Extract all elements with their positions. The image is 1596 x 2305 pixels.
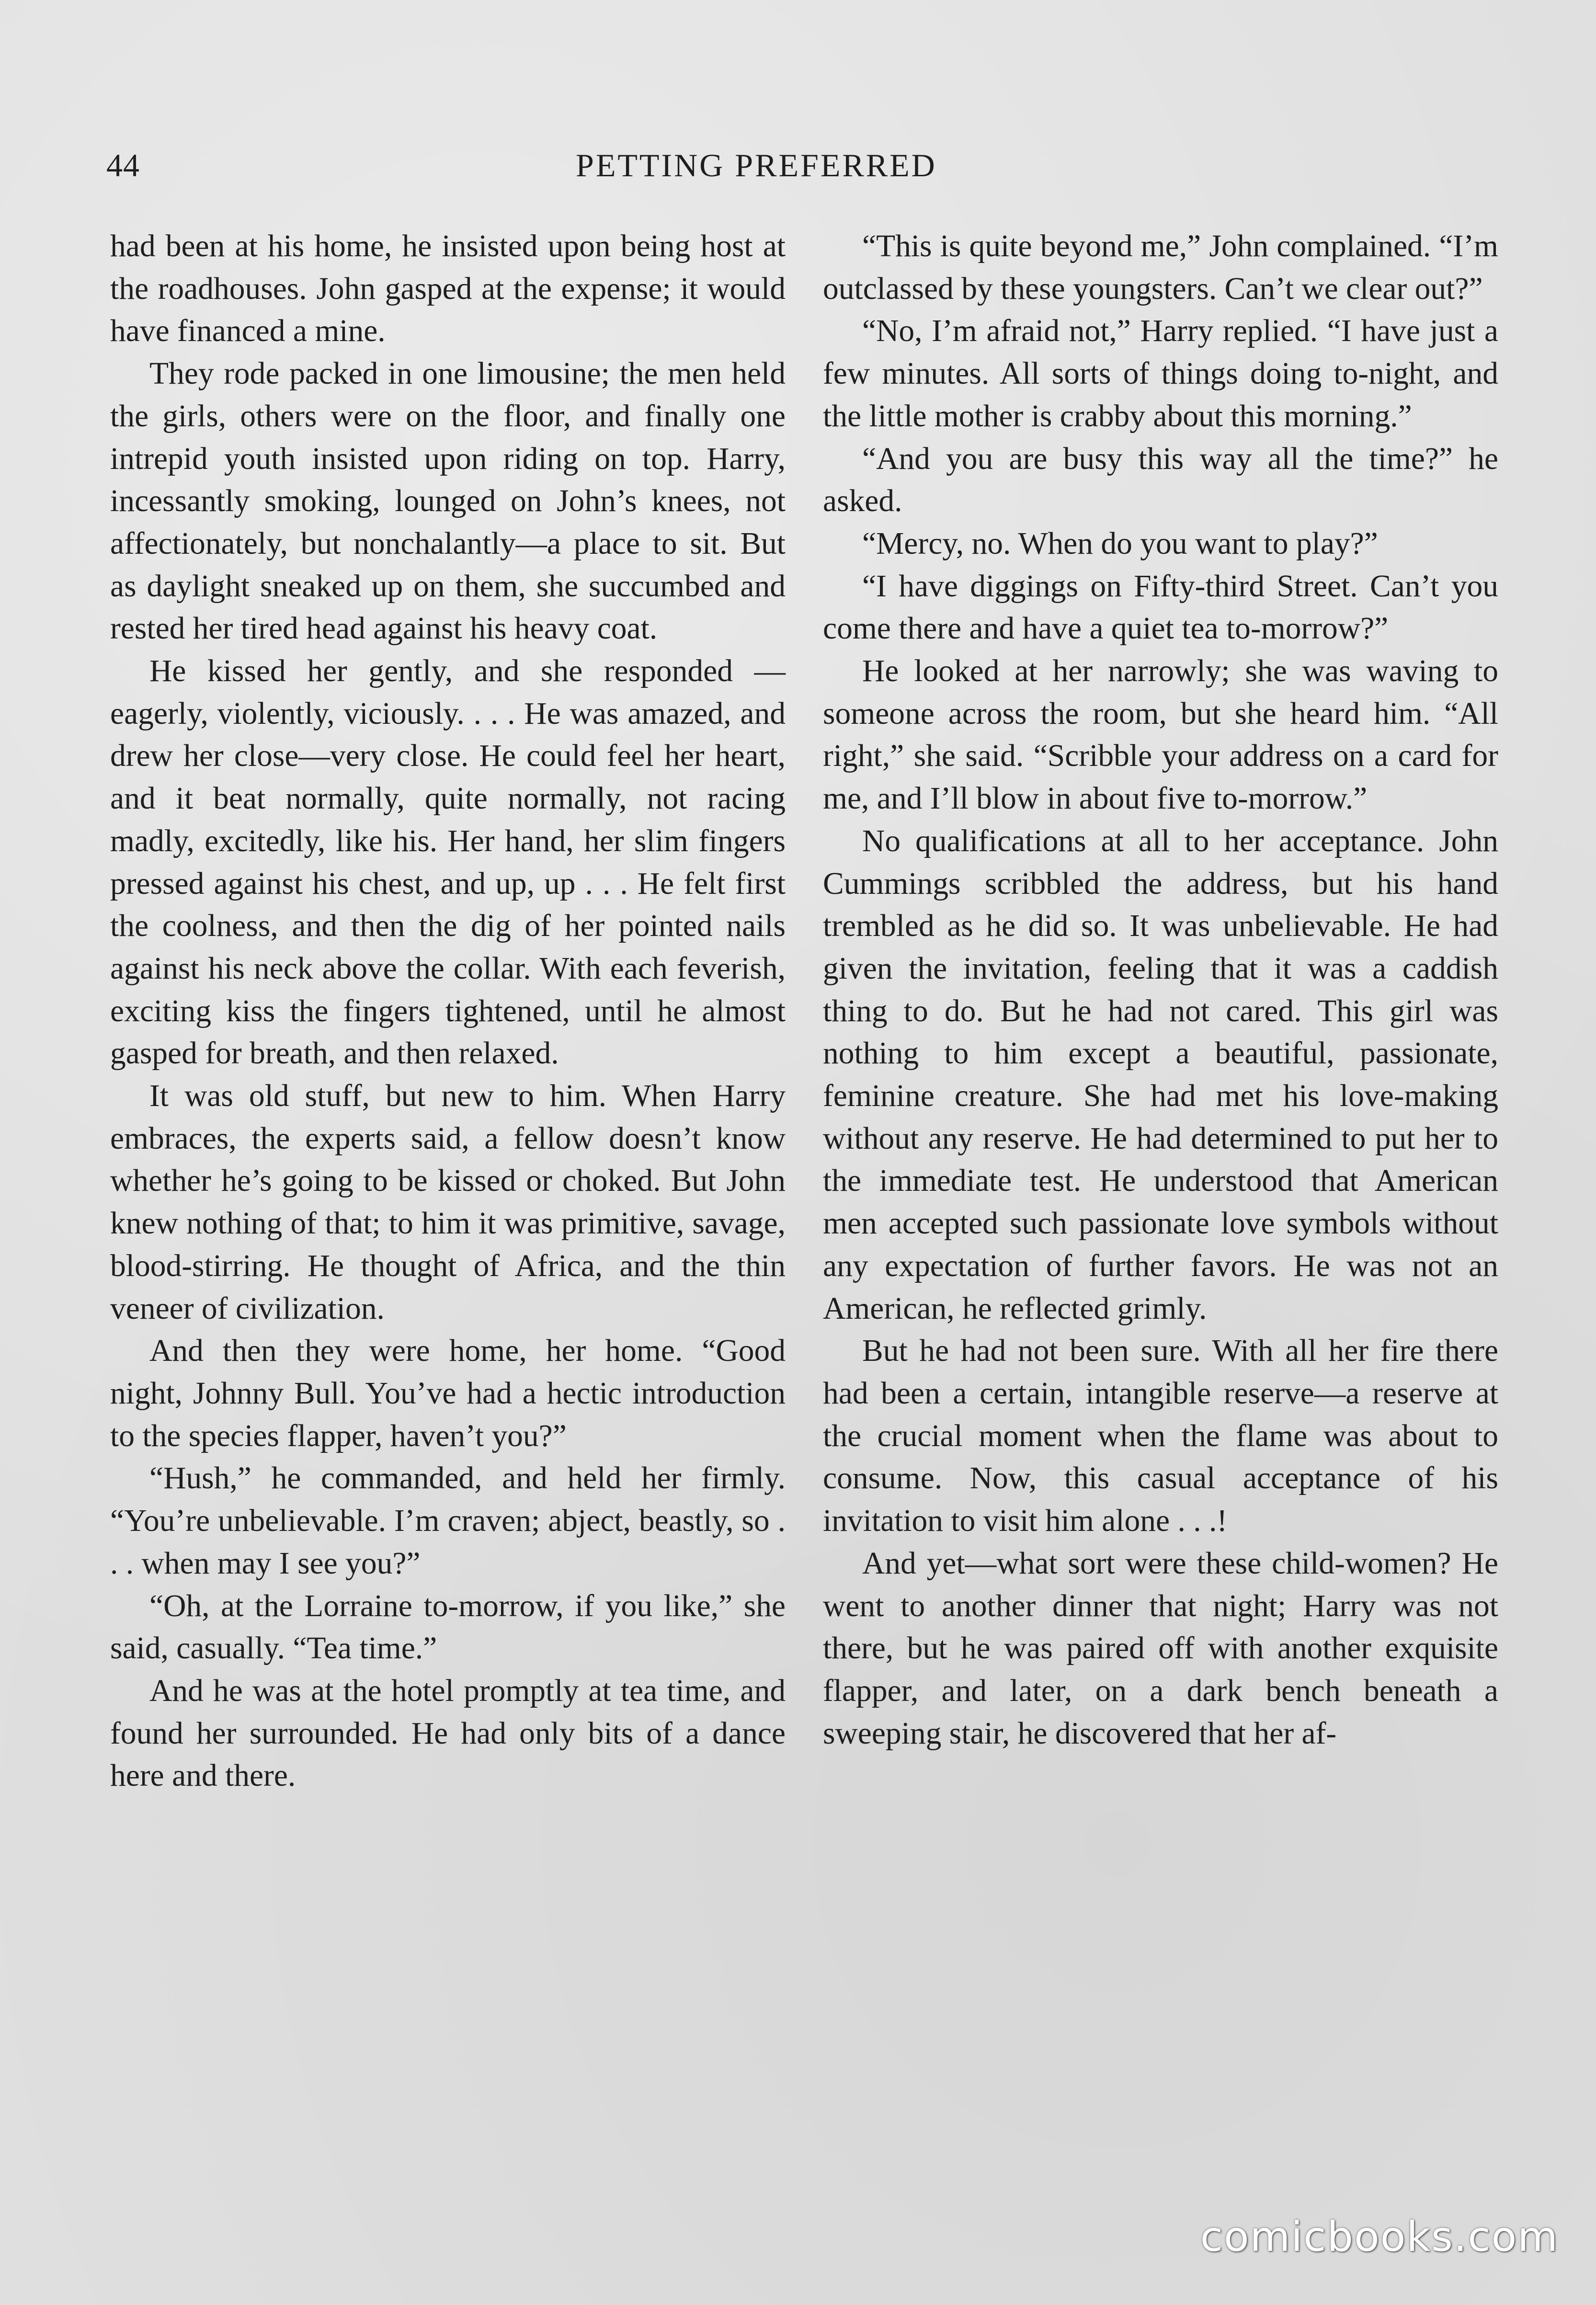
paragraph: “Mercy, no. When do you want to play?” (862, 526, 1378, 561)
paragraph: “And you are busy this way all the time?” he asked. (823, 441, 1498, 519)
paragraph: had been at his home, he insisted upon being host at the roadhouses. John gasped at the expense; it would have financed a mine. (110, 229, 786, 349)
paragraph: “Hush,” he commanded, and held her firmly. “You’re unbelievable. I’m craven; abject, beastly, so . . . when may I see you?” (110, 1461, 786, 1581)
left-column (110, 225, 786, 1797)
paragraph: And then they were home, her home. “Good night, Johnny Bull. You’ve had a hectic introduction to the species flapper, haven’t you?” (110, 1334, 786, 1453)
paragraph: They rode packed in one limousine; the men held the girls, others were on the floor, and finally one intrepid youth insisted upon riding on top. Harry, incessantly smoking, lounged on John’s knees, not affectionately, but nonchalantly—a place to sit. But as daylight sneaked up on them, she succumbed and rested her tired head against his heavy coat. (110, 356, 786, 646)
page-header (106, 139, 1026, 192)
paragraph: No qualifications at all to her acceptance. John Cummings scribbled the address, but his hand trembled as he did so. It was unbelievable. He had given the invitation, feeling that it was a caddish thing to do. But he had not cared. This girl was nothing to him except a beautiful, passionate, feminine creature. She had met his love-making without any reserve. He had determined to put her to the immediate test. He understood that American men accepted such passionate love symbols without any expectation of further favors. He was not an American, he reflected grimly. (823, 823, 1498, 1326)
watermark: comicbooks.com (1200, 2213, 1559, 2261)
paragraph: “No, I’m afraid not,” Harry replied. “I have just a few minutes. All sorts of things doing to-night, and the little mother is crabby about this morning.” (823, 314, 1498, 434)
paragraph: It was old stuff, but new to him. When Harry embraces, the experts said, a fellow doesn’t know whether he’s going to be kissed or choked. But John knew nothing of that; to him it was primitive, savage, blood-stirring. He thought of Africa, and the thin veneer of civilization. (110, 1079, 786, 1326)
paragraph: And he was at the hotel promptly at tea time, and found her surrounded. He had only bits of a dance here and there. (110, 1673, 786, 1793)
paragraph: “I have diggings on Fifty-third Street. Can’t you come there and have a quiet tea to-morrow?” (823, 569, 1498, 646)
page-number: 44 (106, 147, 140, 183)
paragraph: “This is quite beyond me,” John complained. “I’m outclassed by these youngsters. Can’t we clear out?” (823, 229, 1498, 306)
running-title: PETTING PREFERRED (576, 147, 937, 183)
paragraph: And yet—what sort were these child-women? He went to another dinner that night; Harry was not there, but he was paired off with another exquisite flapper, and later, on a dark bench beneath a sweeping stair, he discovered that her af- (823, 1546, 1498, 1751)
paragraph: He kissed her gently, and she responded —eagerly, violently, viciously. . . . He was amazed, and drew her close—very close. He could feel her heart, and it beat normally, quite normally, not racing madly, excitedly, like his. Her hand, her slim fingers pressed against his chest, and up, up . . . He felt first the coolness, and then the dig of her pointed nails against his neck above the collar. With each feverish, exciting kiss the fingers tightened, until he almost gasped for breath, and then relaxed. (110, 654, 786, 1071)
paragraph: He looked at her narrowly; she was waving to someone across the room, but she heard him. “All right,” she said. “Scribble your address on a card for me, and I’ll blow in about five to-morrow.” (823, 654, 1498, 816)
paragraph: But he had not been sure. With all her fire there had been a certain, intangible reserve—a reserve at the crucial moment when the flame was about to consume. Now, this casual acceptance of his invitation to visit him alone . . .! (823, 1334, 1498, 1539)
paragraph: “Oh, at the Lorraine to-morrow, if you like,” she said, casually. “Tea time.” (110, 1588, 786, 1666)
right-column (823, 225, 1498, 1755)
